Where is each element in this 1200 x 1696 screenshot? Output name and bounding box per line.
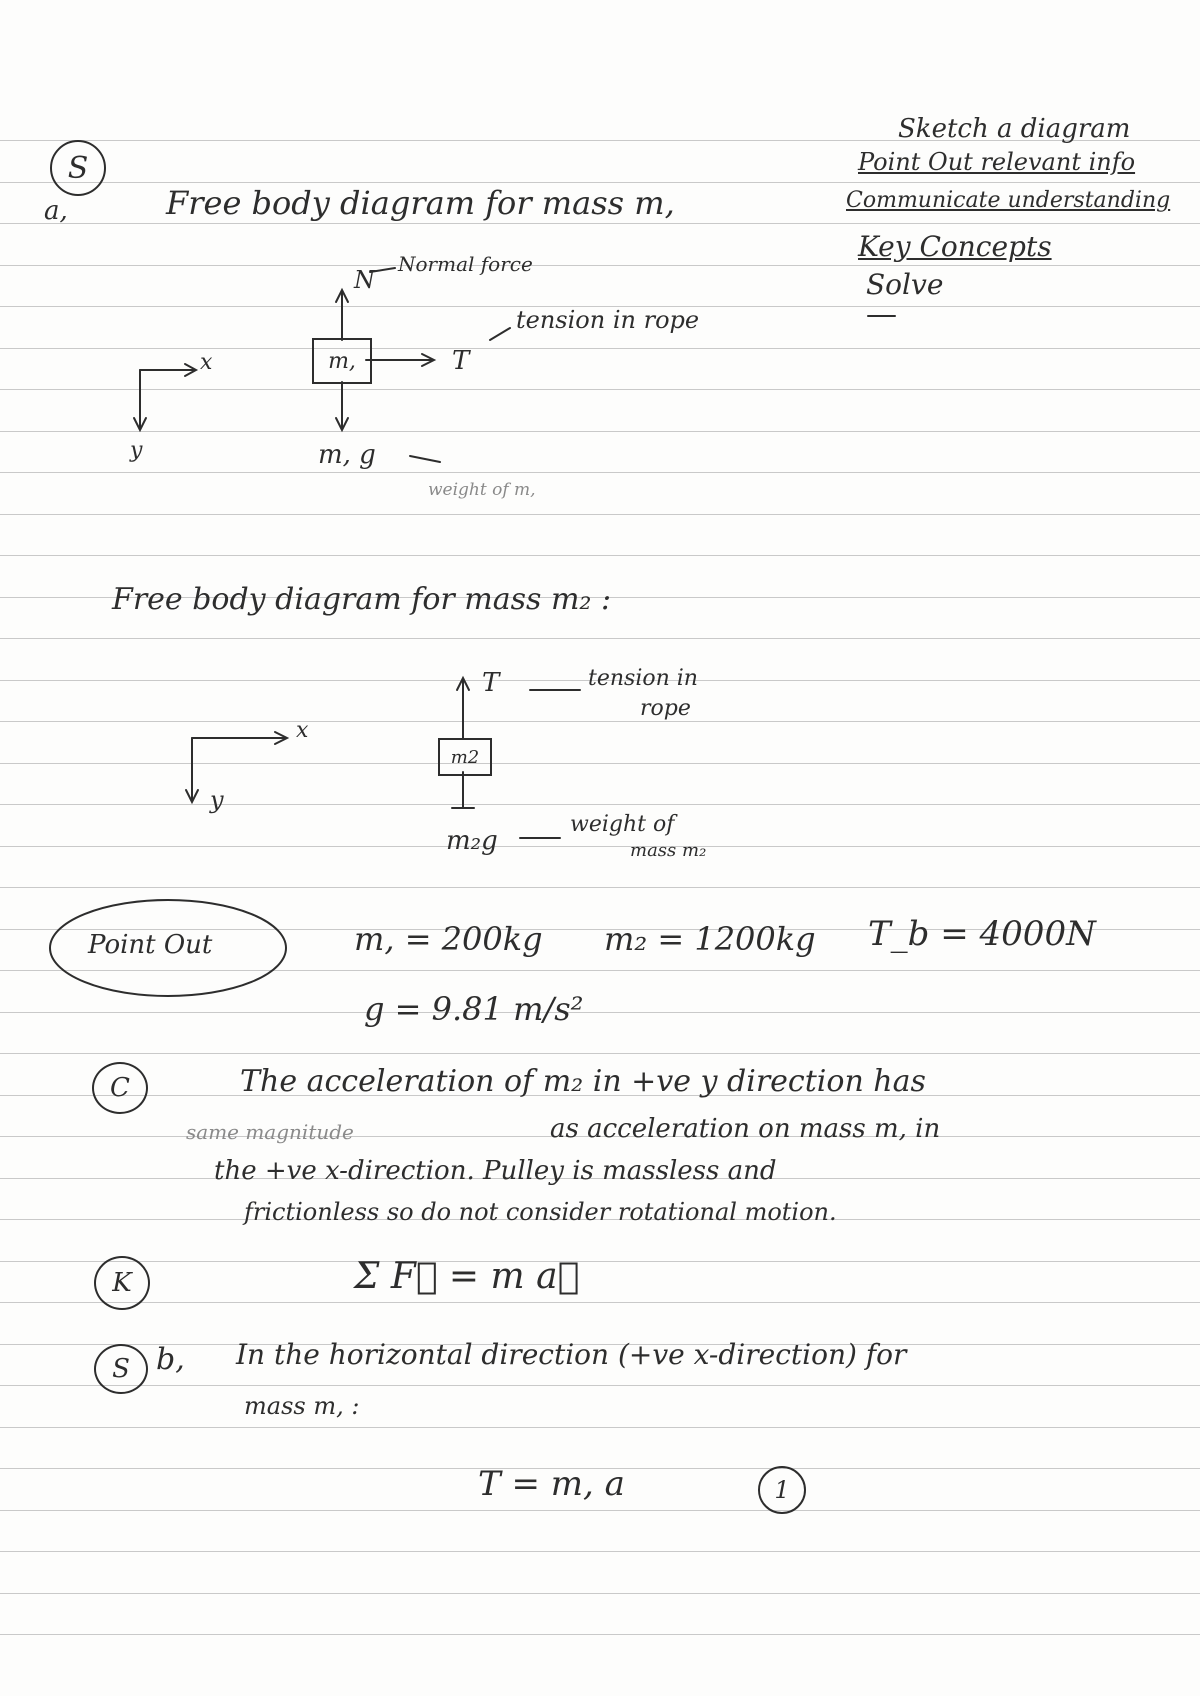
fbd-m1-axis-x: x: [200, 350, 213, 375]
solve-equation-1: T = m, a: [478, 1464, 625, 1504]
fbd-m2-axis-x: x: [296, 718, 309, 743]
solve-marker: S: [94, 1344, 148, 1394]
tension-note-pointer: [490, 328, 510, 340]
tension2-note-line2: rope: [640, 696, 691, 721]
point-out-label: Point Out: [88, 930, 213, 960]
weight2-note-line2: mass m₂: [630, 840, 707, 861]
normal-force-note: Normal force: [398, 252, 533, 276]
given-g: g = 9.81 m/s²: [364, 990, 584, 1028]
key-concepts-marker: K: [94, 1256, 150, 1310]
communicate-marker: C: [92, 1062, 148, 1114]
communicate-line-2: as acceleration on mass m, in: [550, 1114, 941, 1144]
scoks-key-concepts: Key Concepts: [858, 230, 1052, 263]
scoks-sketch: Sketch a diagram: [898, 114, 1131, 144]
fbd-m1-axis-y: y: [130, 438, 143, 463]
weight-m1-label: m, g: [318, 440, 376, 470]
given-m2: m₂ = 1200kg: [604, 920, 816, 958]
communicate-line-1: The acceleration of m₂ in +ve y direction has: [240, 1064, 926, 1099]
mass-m1-block: m,: [312, 338, 372, 384]
tension2-note-line1: tension in: [588, 666, 698, 691]
tension-note: tension in rope: [516, 306, 700, 334]
weight2-note-line1: weight of: [570, 812, 675, 837]
given-tension-breaking: T_b = 4000N: [868, 914, 1096, 954]
scoks-point-out: Point Out relevant info: [858, 148, 1136, 176]
scoks-communicate: Communicate understanding: [846, 188, 1171, 213]
weight-note-pointer: [410, 456, 440, 462]
solve-line-1: In the horizontal direction (+ve x-direction) for: [236, 1338, 907, 1371]
solve-line-2: mass m, :: [244, 1392, 360, 1420]
communicate-line-2-faint: same magnitude: [186, 1120, 354, 1144]
newton-second-law: Σ F⃗ = m a⃗: [354, 1256, 580, 1297]
given-m1: m, = 200kg: [354, 920, 543, 958]
weight-m1-note: weight of m,: [428, 480, 536, 500]
part-a-label: a,: [44, 196, 68, 226]
equation-number-1: 1: [758, 1466, 806, 1514]
mass-m2-block: m2: [438, 738, 492, 776]
communicate-line-4: frictionless so do not consider rotational motion.: [244, 1198, 837, 1226]
part-b-label: b,: [156, 1342, 185, 1377]
weight-m2-label: m₂g: [446, 826, 498, 856]
fbd-m1-heading: Free body diagram for mass m,: [166, 184, 675, 222]
tension-label: T: [452, 346, 470, 376]
tension2-label: T: [482, 668, 500, 698]
fbd-m2-axis-y: y: [210, 786, 224, 814]
scoks-solve: Solve: [866, 268, 944, 301]
normal-force-label: N: [354, 266, 375, 294]
communicate-line-3: the +ve x-direction. Pulley is massless and: [214, 1156, 777, 1186]
section-s-marker: S: [50, 140, 106, 196]
fbd-m2-heading: Free body diagram for mass m₂ :: [112, 582, 612, 617]
